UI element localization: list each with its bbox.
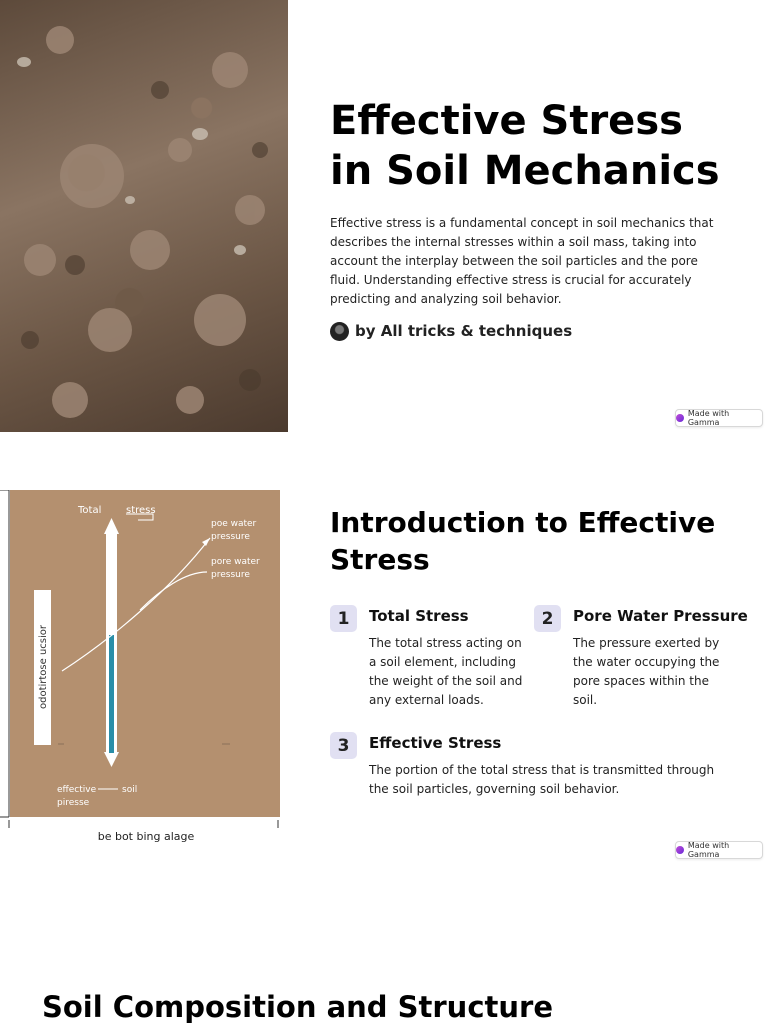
stress-diagram (0, 490, 288, 842)
slide-title (0, 0, 768, 432)
item-number: 2 (534, 605, 561, 632)
soil-texture (0, 0, 288, 432)
section-title: Introduction to Effective Stress (330, 506, 716, 576)
author-avatar (330, 322, 349, 341)
gamma-icon (676, 846, 684, 854)
item-text: The total stress acting on a soil element, including the weight of the soil and any external loads. (369, 636, 523, 707)
item-number: 1 (330, 605, 357, 632)
list-item-total-stress (330, 605, 530, 710)
item-text: The portion of the total stress that is transmitted through the soil particles, governing soil behavior. (369, 763, 715, 796)
page-title (330, 96, 750, 196)
badge-label: Made with Gamma (687, 409, 730, 427)
label-total: Total (78, 505, 102, 516)
gamma-icon (676, 414, 684, 422)
made-with-gamma-badge[interactable] (675, 841, 763, 859)
badge-label: Made with Gamma (687, 841, 730, 859)
author-byline (330, 321, 572, 341)
slide-introduction (0, 432, 768, 864)
intro-description: Effective stress is a fundamental concept in soil mechanics that describes the internal stresses within a soil mass, taking into account the interplay between the soil particles and the pore fluid. Understanding effective stress is crucial for accurately predicting and analyzing soil behavior. (330, 216, 714, 306)
made-with-gamma-badge[interactable] (675, 409, 763, 427)
label-pore-water: pore water (211, 557, 260, 567)
list-item-pore-water-pressure (534, 605, 754, 710)
label-piresse: piresse (57, 798, 90, 808)
label-pressure-a: pressure (211, 532, 250, 542)
item-title: Effective Stress (369, 734, 502, 752)
vertical-label: odotirtose ucsior (38, 624, 49, 710)
item-number: 3 (330, 732, 357, 759)
label-soil: soil (122, 785, 138, 795)
title-line-1: Effective Stress (330, 98, 683, 144)
pore-water-column (109, 635, 114, 753)
title-line-2: in Soil Mechanics (330, 148, 720, 194)
item-text: The pressure exerted by the water occupying the pore spaces within the soil. (573, 636, 720, 707)
author-name: by All tricks & techniques (355, 322, 573, 340)
label-pressure-b: pressure (211, 570, 250, 580)
diagram-caption: be bot bing alage (97, 830, 195, 842)
label-poe-water: poe water (211, 519, 257, 529)
item-title: Total Stress (369, 607, 469, 625)
item-title: Pore Water Pressure (573, 607, 748, 625)
soil-photo (0, 0, 288, 432)
label-effective: effective (57, 785, 97, 795)
label-stress: stress (126, 505, 156, 516)
section-title-soil-composition: Soil Composition and Structure (42, 990, 553, 1024)
list-item-effective-stress (330, 732, 730, 799)
